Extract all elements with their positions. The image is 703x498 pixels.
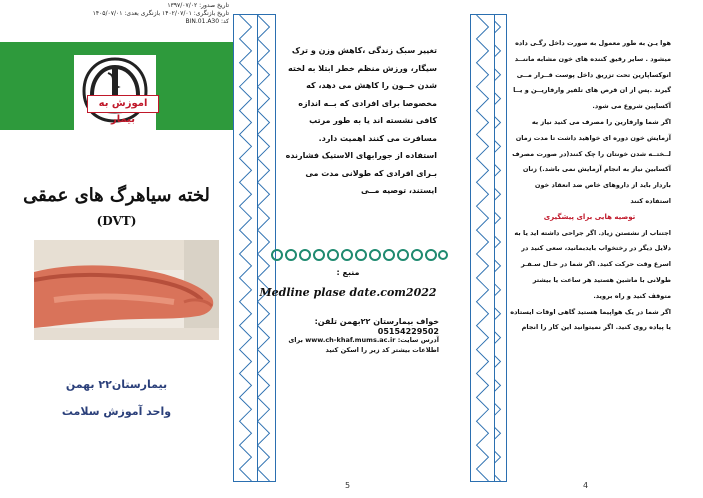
border-frame-right [233, 14, 258, 482]
hospital-name: بیمارستان۲۲ بهمن [65, 378, 168, 391]
meta-issue-date: تاریخ صدور: ۱۳۹۷/۰۷/۰۲ [167, 2, 229, 9]
paragraph: اجتناب از نشستن زیاد. اگر جراحی داشته اید یا به دلایل دیگر در رختخواب بایدبمانید، سعی کنید در اسرع وقت حرکت کنید. اگر شما در حـال سـفـر طولانی با ماشین هستید هر ساعت یا بیشتر متوقف کنید و راه بروید. [514, 228, 671, 300]
swollen-leg-photo [34, 240, 219, 340]
border-frame-right [470, 14, 495, 482]
health-education-unit: واحد آموزش سلامت [61, 405, 172, 418]
page-number: 4 [583, 481, 589, 490]
contact-info [271, 317, 439, 355]
ornament-divider-icon [269, 247, 449, 263]
middle-panel [233, 0, 463, 498]
document-meta [0, 0, 233, 42]
paragraph: استفاده از جورابهای الاستیک فشارنده بـرای افرادی که طولانی مدت می ایستند، توصیه مــی [285, 151, 437, 195]
cover-title: لخته سیاهرگ های عمقی [23, 185, 210, 206]
page-number: 5 [345, 481, 351, 490]
right-body-text [508, 36, 671, 336]
source-reference: Medline plase date.com2022 [259, 286, 437, 299]
meta-code: کد: BIN.01.A30 [185, 18, 229, 25]
paragraph: هوا یـن به طور معمول به صورت داخل رگـی داده میشود . سایر رقیق کننده های خون مشابه ماننــد انوکساپارین تحت تزریق داخل پوست قــرار مــی گیرند .پس از ان قرص های تلفیر وارفاریــن و یــا آکساپین شروع می شود. [513, 39, 671, 111]
patient-education-badge: اموزش به بیمار [87, 95, 159, 113]
cover-subtitle: (DVT) [96, 214, 137, 228]
contact-website-line: آدرس سایت: www.ch-khaf.mums.ac.ir برای [288, 336, 439, 344]
source-label: منبع : [336, 268, 360, 277]
contact-scan-line: اطلاعات بیشتر کد زیر را اسکن کنید [325, 345, 439, 354]
middle-body-text [279, 42, 437, 200]
paragraph: تغییر سبک زندگی ،کاهش وزن و ترک سیگار، ورزش منظم خطر ابتلا به لخته شدن خــون را کاهش می دهد، که مخصوصا برای افرادی که بــه اندازه کافی نشسته اند یا به طور مرتب مسافرت می کنند اهمیت دارد. [287, 46, 437, 143]
right-panel [470, 0, 703, 498]
section-title: توصیه هایی برای پیشگیری [543, 212, 636, 221]
cover-panel [0, 0, 233, 498]
paragraph: اگر شما وارفارین را مصرف می کنید نیاز به آزمایش خون دوره ای خواهید داشت تا مدت زمان لــختــه شدن خونتان را چک کنند(در صورت مصرف آکسابین نیاز به انجام آزمایش نمی باشد.) زنان باردار باید از داروهای خاص ضد انعقاد خون استفاده کنند [512, 117, 671, 205]
paragraph: اگر شما در یک هواپیما هستید گاهی اوقات ایستاده یا پیاده روی کنید. اگر نمیتوانید این کار را انجام [510, 307, 671, 332]
contact-phone-line: خواف بیمارستان ۲۲بهمن تلفن: 05154229502 [314, 317, 439, 336]
meta-review-date: تاریخ بازنگری: ۱۴۰۲/۰۷/۰۱ بازنگری بعدی: ۱۴۰۵/۰۷/۰۱ [92, 10, 229, 17]
